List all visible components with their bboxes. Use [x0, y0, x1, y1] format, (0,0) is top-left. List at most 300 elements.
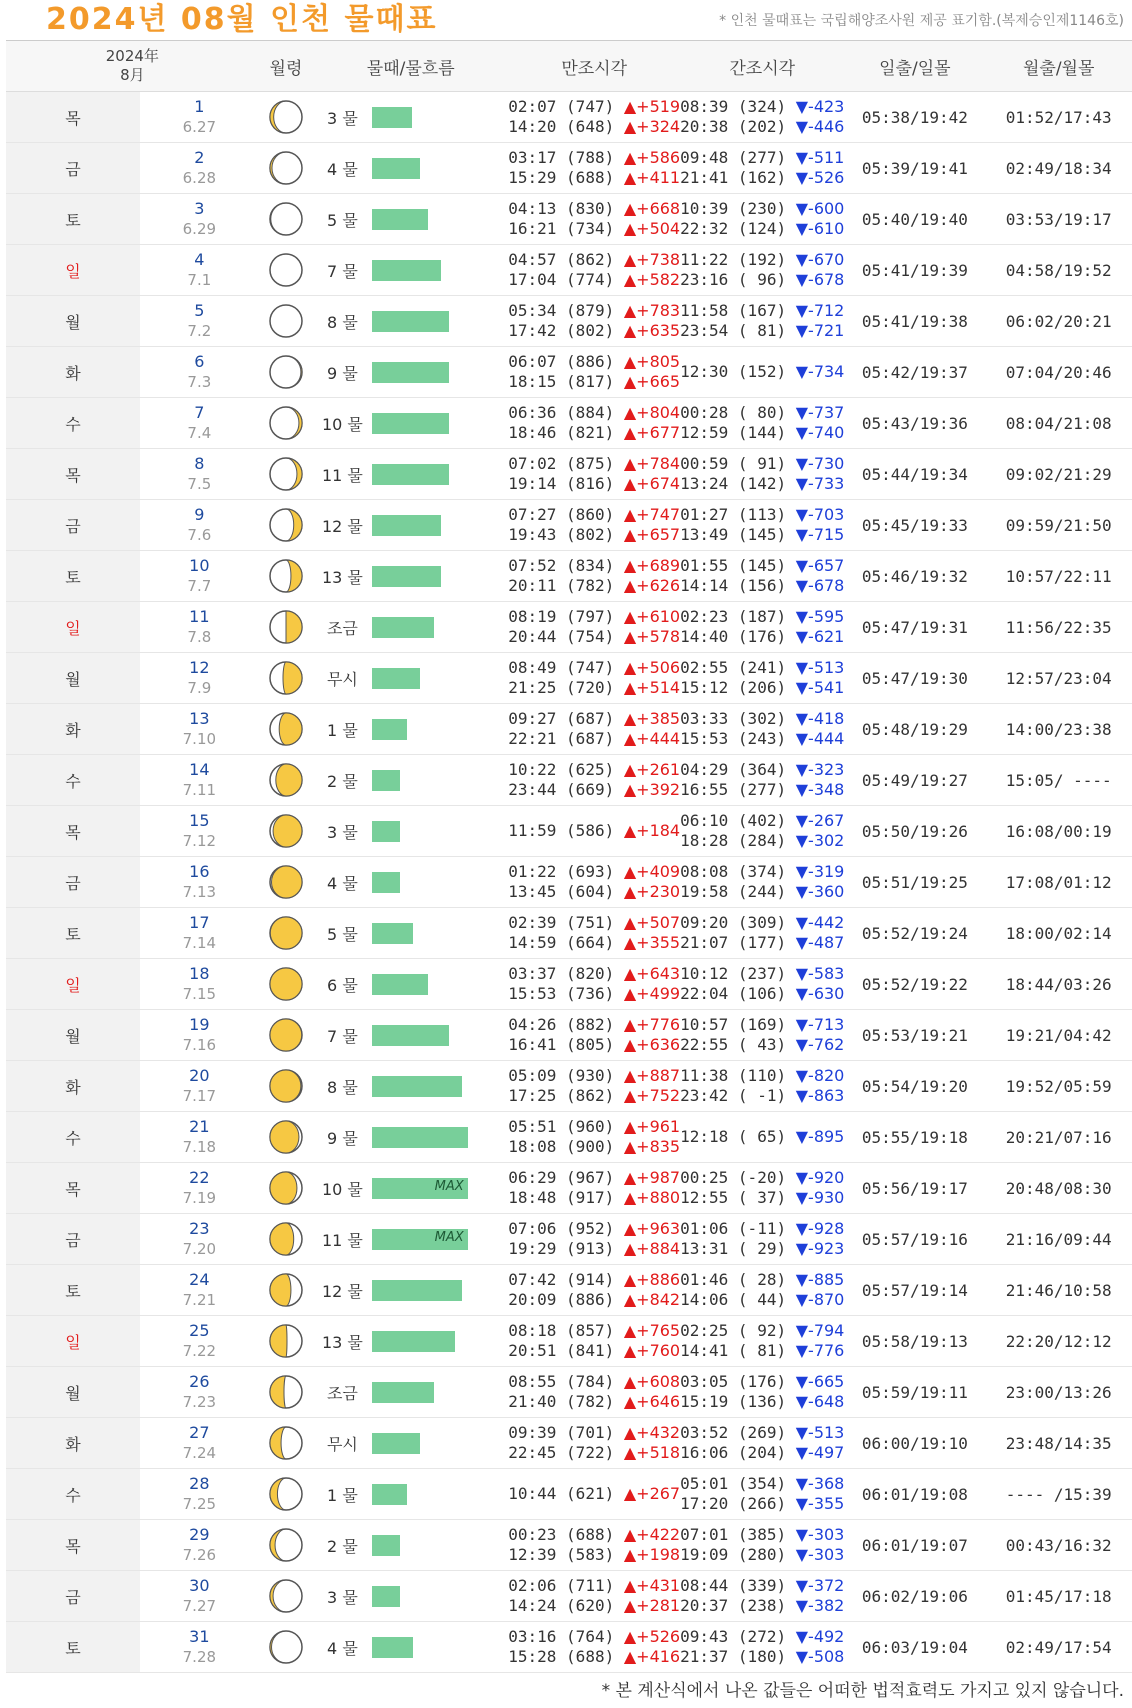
low-tide-entry — [680, 199, 844, 219]
high-tide-entry — [508, 964, 680, 984]
date-cell — [140, 755, 259, 806]
low-time: 13:31 — [680, 1239, 729, 1258]
low-tide-entry — [680, 97, 844, 117]
high-height: (817) — [566, 372, 615, 391]
low-height: (177) — [737, 933, 787, 952]
tide-level: 8 물 — [313, 296, 372, 347]
low-height: (309) — [737, 913, 787, 932]
tide-flow-bar — [372, 1076, 462, 1097]
high-tide-cell — [508, 1214, 680, 1265]
low-time: 05:01 — [680, 1474, 729, 1493]
low-difference: ▼-513 — [795, 1423, 845, 1442]
tide-bar-cell — [372, 857, 509, 908]
low-time: 12:30 — [680, 362, 729, 381]
day-of-week: 금 — [6, 1571, 140, 1622]
high-tide-cell — [508, 398, 680, 449]
low-tide-entry — [680, 607, 844, 627]
solar-day: 15 — [189, 811, 210, 830]
low-difference: ▼-368 — [795, 1474, 845, 1493]
high-time: 21:25 — [508, 678, 557, 697]
high-time: 08:55 — [508, 1372, 557, 1391]
lunar-date: 7.11 — [182, 781, 217, 799]
day-of-week: 토 — [6, 551, 140, 602]
low-tide-cell — [680, 1061, 844, 1112]
high-time: 07:02 — [508, 454, 557, 473]
high-height: (820) — [566, 964, 615, 983]
high-time: 03:17 — [508, 148, 557, 167]
sunrise-sunset: 05:47/19:30 — [844, 653, 985, 704]
sunrise-sunset: 05:52/19:24 — [844, 908, 985, 959]
low-time: 12:59 — [680, 423, 729, 442]
high-height: (882) — [566, 1015, 615, 1034]
high-difference: ▲+184 — [623, 821, 681, 840]
low-difference: ▼-423 — [795, 97, 845, 116]
high-height: (734) — [566, 219, 615, 238]
moon-phase-cell — [259, 755, 313, 806]
waxing-crescent-icon — [268, 507, 304, 543]
solar-day: 1 — [194, 97, 205, 116]
tide-bar-cell — [372, 347, 509, 398]
tide-flow-bar — [372, 566, 441, 587]
low-height: (324) — [737, 97, 787, 116]
high-time: 22:21 — [508, 729, 557, 748]
high-tide-cell — [508, 449, 680, 500]
low-difference: ▼-703 — [795, 505, 845, 524]
low-difference: ▼-511 — [795, 148, 845, 167]
high-difference: ▲+752 — [623, 1086, 681, 1105]
high-height: (701) — [566, 1423, 615, 1442]
low-height: (142) — [737, 474, 787, 493]
high-tide-cell — [508, 1010, 680, 1061]
high-difference: ▲+760 — [623, 1341, 681, 1360]
low-height: (180) — [737, 1647, 787, 1666]
high-height: (913) — [566, 1239, 615, 1258]
tide-flow-bar — [372, 668, 420, 689]
low-time: 22:04 — [680, 984, 729, 1003]
solar-day: 12 — [189, 658, 210, 677]
date-cell — [140, 653, 259, 704]
table-row — [6, 857, 1132, 908]
table-row — [6, 296, 1132, 347]
low-time: 11:58 — [680, 301, 729, 320]
high-height: (782) — [566, 1392, 615, 1411]
low-height: (144) — [737, 423, 787, 442]
low-time: 14:06 — [680, 1290, 729, 1309]
low-time: 15:12 — [680, 678, 729, 697]
high-height: (802) — [566, 321, 615, 340]
tide-bar-cell — [372, 92, 509, 143]
tide-bar-cell — [372, 653, 509, 704]
high-tide-cell — [508, 1163, 680, 1214]
high-height: (586) — [566, 821, 615, 840]
tide-flow-bar — [372, 515, 441, 536]
low-height: (106) — [737, 984, 787, 1003]
high-difference: ▲+747 — [623, 505, 681, 524]
lunar-date: 7.14 — [182, 934, 217, 952]
low-height: (364) — [737, 760, 787, 779]
sunrise-sunset: 05:57/19:14 — [844, 1265, 985, 1316]
waxing-gibbous-icon — [268, 813, 304, 849]
high-tide-entry — [508, 984, 680, 1004]
high-time: 09:39 — [508, 1423, 557, 1442]
tide-level: 3 물 — [313, 806, 372, 857]
high-difference: ▲+963 — [623, 1219, 681, 1238]
solar-day: 4 — [194, 250, 205, 269]
high-tide-entry — [508, 1545, 680, 1565]
high-difference: ▲+514 — [623, 678, 681, 697]
solar-day: 5 — [194, 301, 205, 320]
high-time: 07:52 — [508, 556, 557, 575]
tide-flow-bar — [372, 617, 434, 638]
lunar-date: 7.18 — [182, 1138, 217, 1156]
high-tide-cell — [508, 1061, 680, 1112]
low-difference: ▼-895 — [795, 1127, 845, 1146]
tide-bar-cell — [372, 755, 509, 806]
moonrise-moonset: 01:52/17:43 — [985, 92, 1132, 143]
moon-phase-cell — [259, 1571, 313, 1622]
moonrise-moonset: 23:00/13:26 — [985, 1367, 1132, 1418]
day-of-week: 토 — [6, 1265, 140, 1316]
low-tide-entry — [680, 270, 844, 290]
table-row — [6, 143, 1132, 194]
high-height: (805) — [566, 1035, 615, 1054]
low-height: (230) — [737, 199, 787, 218]
low-tide-entry — [680, 658, 844, 678]
high-time: 15:29 — [508, 168, 557, 187]
low-height: (277) — [737, 780, 787, 799]
low-tide-entry — [680, 1474, 844, 1494]
solar-day: 3 — [194, 199, 205, 218]
tide-flow-bar — [372, 1433, 420, 1454]
day-of-week: 수 — [6, 755, 140, 806]
solar-day: 17 — [189, 913, 210, 932]
tide-flow-bar — [372, 464, 449, 485]
low-difference: ▼-930 — [795, 1188, 845, 1207]
high-time: 05:34 — [508, 301, 557, 320]
low-time: 23:54 — [680, 321, 729, 340]
high-height: (834) — [566, 556, 615, 575]
high-time: 06:29 — [508, 1168, 557, 1187]
moon-phase-cell — [259, 92, 313, 143]
low-time: 08:39 — [680, 97, 729, 116]
high-height: (886) — [566, 352, 615, 371]
low-difference: ▼-730 — [795, 454, 845, 473]
high-tide-entry — [508, 1372, 680, 1392]
tide-bar-cell — [372, 500, 509, 551]
moonrise-moonset: 19:21/04:42 — [985, 1010, 1132, 1061]
low-time: 23:42 — [680, 1086, 729, 1105]
day-of-week: 목 — [6, 1163, 140, 1214]
low-tide-entry — [680, 1086, 844, 1106]
moon-phase-cell — [259, 653, 313, 704]
low-tide-entry — [680, 831, 844, 851]
tide-flow-bar — [372, 1280, 462, 1301]
header-month: 8月 — [120, 66, 145, 84]
date-cell — [140, 1214, 259, 1265]
moon-phase-cell — [259, 1061, 313, 1112]
tide-bar-cell — [372, 398, 509, 449]
low-tide-entry — [680, 1647, 844, 1667]
low-tide-cell — [680, 398, 844, 449]
tide-flow-bar — [372, 1382, 434, 1403]
low-tide-cell — [680, 806, 844, 857]
low-tide-entry — [680, 362, 844, 382]
low-tide-entry — [680, 403, 844, 423]
table-row — [6, 908, 1132, 959]
low-difference: ▼-360 — [795, 882, 845, 901]
waning-gibbous-icon — [268, 1221, 304, 1257]
day-of-week: 일 — [6, 245, 140, 296]
table-row — [6, 959, 1132, 1010]
low-height: (136) — [737, 1392, 787, 1411]
high-difference: ▲+657 — [623, 525, 681, 544]
tide-level: 4 물 — [313, 857, 372, 908]
low-time: 12:55 — [680, 1188, 729, 1207]
moonrise-moonset: 11:56/22:35 — [985, 602, 1132, 653]
day-of-week: 금 — [6, 500, 140, 551]
solar-day: 26 — [189, 1372, 210, 1391]
high-time: 15:53 — [508, 984, 557, 1003]
lunar-date: 6.27 — [182, 118, 217, 136]
moon-phase-cell — [259, 245, 313, 296]
moonrise-moonset: 04:58/19:52 — [985, 245, 1132, 296]
header-high-tide: 만조시각 — [508, 41, 680, 92]
tide-bar-cell — [372, 194, 509, 245]
low-tide-entry — [680, 321, 844, 341]
high-tide-cell — [508, 1316, 680, 1367]
high-time: 05:09 — [508, 1066, 557, 1085]
waning-crescent-icon — [268, 99, 304, 135]
high-tide-entry — [508, 117, 680, 137]
tide-flow-bar — [372, 107, 412, 128]
date-cell — [140, 1316, 259, 1367]
high-time: 17:04 — [508, 270, 557, 289]
high-time: 21:40 — [508, 1392, 557, 1411]
low-tide-cell — [680, 296, 844, 347]
sunrise-sunset: 05:58/19:13 — [844, 1316, 985, 1367]
moonrise-moonset: 07:04/20:46 — [985, 347, 1132, 398]
lunar-date: 7.21 — [182, 1291, 217, 1309]
moon-phase-cell — [259, 857, 313, 908]
high-tide-entry — [508, 352, 680, 372]
lunar-date: 7.13 — [182, 883, 217, 901]
low-time: 13:24 — [680, 474, 729, 493]
high-difference: ▲+880 — [623, 1188, 681, 1207]
high-time: 03:37 — [508, 964, 557, 983]
low-tide-entry — [680, 1168, 844, 1188]
high-tide-entry — [508, 301, 680, 321]
low-difference: ▼-497 — [795, 1443, 845, 1462]
low-difference: ▼-762 — [795, 1035, 845, 1054]
low-time: 04:29 — [680, 760, 729, 779]
sunrise-sunset: 05:59/19:11 — [844, 1367, 985, 1418]
high-time: 20:09 — [508, 1290, 557, 1309]
low-height: (354) — [737, 1474, 787, 1493]
solar-day: 2 — [194, 148, 205, 167]
tide-flow-bar — [372, 362, 449, 383]
high-tide-entry — [508, 1423, 680, 1443]
low-difference: ▼-446 — [795, 117, 845, 136]
lunar-date: 7.28 — [182, 1648, 217, 1666]
waning-gibbous-icon — [268, 1170, 304, 1206]
tide-flow-bar — [372, 821, 400, 842]
low-tide-cell — [680, 1571, 844, 1622]
low-height: (272) — [737, 1627, 787, 1646]
table-row — [6, 551, 1132, 602]
high-time: 20:44 — [508, 627, 557, 646]
solar-day: 23 — [189, 1219, 210, 1238]
low-height: (339) — [737, 1576, 787, 1595]
tide-flow-bar — [372, 923, 413, 944]
low-tide-entry — [680, 811, 844, 831]
sunrise-sunset: 05:55/19:18 — [844, 1112, 985, 1163]
high-tide-entry — [508, 1035, 680, 1055]
low-tide-cell — [680, 1112, 844, 1163]
low-height: (237) — [737, 964, 787, 983]
tide-level: 10 물 — [313, 1163, 372, 1214]
high-difference: ▲+355 — [623, 933, 681, 952]
low-time: 21:07 — [680, 933, 729, 952]
low-tide-entry — [680, 1576, 844, 1596]
low-tide-entry — [680, 1270, 844, 1290]
low-difference: ▼-526 — [795, 168, 845, 187]
tide-bar-cell — [372, 602, 509, 653]
solar-day: 25 — [189, 1321, 210, 1340]
moon-phase-cell — [259, 347, 313, 398]
moonrise-moonset: 17:08/01:12 — [985, 857, 1132, 908]
table-row — [6, 1520, 1132, 1571]
waning-gibbous-icon — [268, 1017, 304, 1053]
high-difference: ▲+586 — [623, 148, 681, 167]
tide-flow-bar — [372, 770, 400, 791]
max-label: MAX — [434, 1229, 464, 1245]
moonrise-moonset: 20:48/08:30 — [985, 1163, 1132, 1214]
day-of-week: 토 — [6, 908, 140, 959]
high-tide-cell — [508, 704, 680, 755]
low-time: 01:27 — [680, 505, 729, 524]
high-height: (688) — [566, 168, 615, 187]
low-time: 09:20 — [680, 913, 729, 932]
high-height: (711) — [566, 1576, 615, 1595]
high-difference: ▲+674 — [623, 474, 681, 493]
lunar-date: 7.15 — [182, 985, 217, 1003]
moonrise-moonset: 14:00/23:38 — [985, 704, 1132, 755]
high-tide-cell — [508, 1112, 680, 1163]
high-height: (960) — [566, 1117, 615, 1136]
high-difference: ▲+526 — [623, 1627, 681, 1646]
high-height: (797) — [566, 607, 615, 626]
low-tide-entry — [680, 556, 844, 576]
high-difference: ▲+783 — [623, 301, 681, 320]
date-cell — [140, 296, 259, 347]
low-height: (-11) — [737, 1219, 787, 1238]
low-tide-entry — [680, 423, 844, 443]
low-difference: ▼-418 — [795, 709, 845, 728]
date-cell — [140, 1520, 259, 1571]
high-tide-entry — [508, 576, 680, 596]
high-time: 06:07 — [508, 352, 557, 371]
moonrise-moonset: 18:44/03:26 — [985, 959, 1132, 1010]
high-tide-cell — [508, 500, 680, 551]
high-tide-entry — [508, 474, 680, 494]
waxing-gibbous-icon — [268, 711, 304, 747]
lunar-date: 6.28 — [182, 169, 217, 187]
moon-phase-cell — [259, 296, 313, 347]
high-time: 06:36 — [508, 403, 557, 422]
high-tide-cell — [508, 551, 680, 602]
high-difference: ▲+646 — [623, 1392, 681, 1411]
high-height: (884) — [566, 403, 615, 422]
low-difference: ▼-776 — [795, 1341, 845, 1360]
date-cell — [140, 1061, 259, 1112]
low-tide-entry — [680, 474, 844, 494]
last-quarter-icon — [268, 1374, 304, 1410]
low-time: 14:41 — [680, 1341, 729, 1360]
low-difference: ▼-508 — [795, 1647, 845, 1666]
date-cell — [140, 245, 259, 296]
low-time: 09:48 — [680, 148, 729, 167]
tide-level: 3 물 — [313, 1571, 372, 1622]
high-height: (621) — [566, 1484, 615, 1503]
lunar-date: 7.6 — [187, 526, 212, 544]
low-tide-entry — [680, 1015, 844, 1035]
header-year: 2024年 — [105, 47, 159, 65]
high-height: (967) — [566, 1168, 615, 1187]
moon-phase-cell — [259, 1265, 313, 1316]
high-difference: ▲+385 — [623, 709, 681, 728]
high-difference: ▲+635 — [623, 321, 681, 340]
high-height: (625) — [566, 760, 615, 779]
tide-bar-cell — [372, 1469, 509, 1520]
moon-phase-cell — [259, 1469, 313, 1520]
header-low-tide: 간조시각 — [680, 41, 844, 92]
high-time: 10:22 — [508, 760, 557, 779]
table-row — [6, 398, 1132, 449]
high-height: (788) — [566, 148, 615, 167]
high-height: (900) — [566, 1137, 615, 1156]
tide-level: 12 물 — [313, 500, 372, 551]
sunrise-sunset: 05:44/19:34 — [844, 449, 985, 500]
low-time: 10:57 — [680, 1015, 729, 1034]
low-tide-entry — [680, 862, 844, 882]
high-difference: ▲+411 — [623, 168, 681, 187]
low-tide-entry — [680, 250, 844, 270]
day-of-week: 목 — [6, 449, 140, 500]
high-difference: ▲+887 — [623, 1066, 681, 1085]
lunar-date: 7.19 — [182, 1189, 217, 1207]
high-difference: ▲+961 — [623, 1117, 681, 1136]
lunar-date: 7.20 — [182, 1240, 217, 1258]
low-time: 10:12 — [680, 964, 729, 983]
lunar-date: 7.8 — [187, 628, 212, 646]
moonrise-moonset: 15:05/ ---- — [985, 755, 1132, 806]
high-tide-entry — [508, 505, 680, 525]
waxing-crescent-icon — [268, 303, 304, 339]
waning-crescent-icon — [268, 150, 304, 186]
tide-level: 2 물 — [313, 1520, 372, 1571]
high-difference: ▲+519 — [623, 97, 681, 116]
high-height: (604) — [566, 882, 615, 901]
high-difference: ▲+392 — [623, 780, 681, 799]
moonrise-moonset: 22:20/12:12 — [985, 1316, 1132, 1367]
high-difference: ▲+582 — [623, 270, 681, 289]
sunrise-sunset: 05:41/19:39 — [844, 245, 985, 296]
waning-crescent-icon — [268, 1578, 304, 1614]
low-tide-entry — [680, 1392, 844, 1412]
high-tide-cell — [508, 1571, 680, 1622]
high-time: 10:44 — [508, 1484, 557, 1503]
high-tide-cell — [508, 857, 680, 908]
